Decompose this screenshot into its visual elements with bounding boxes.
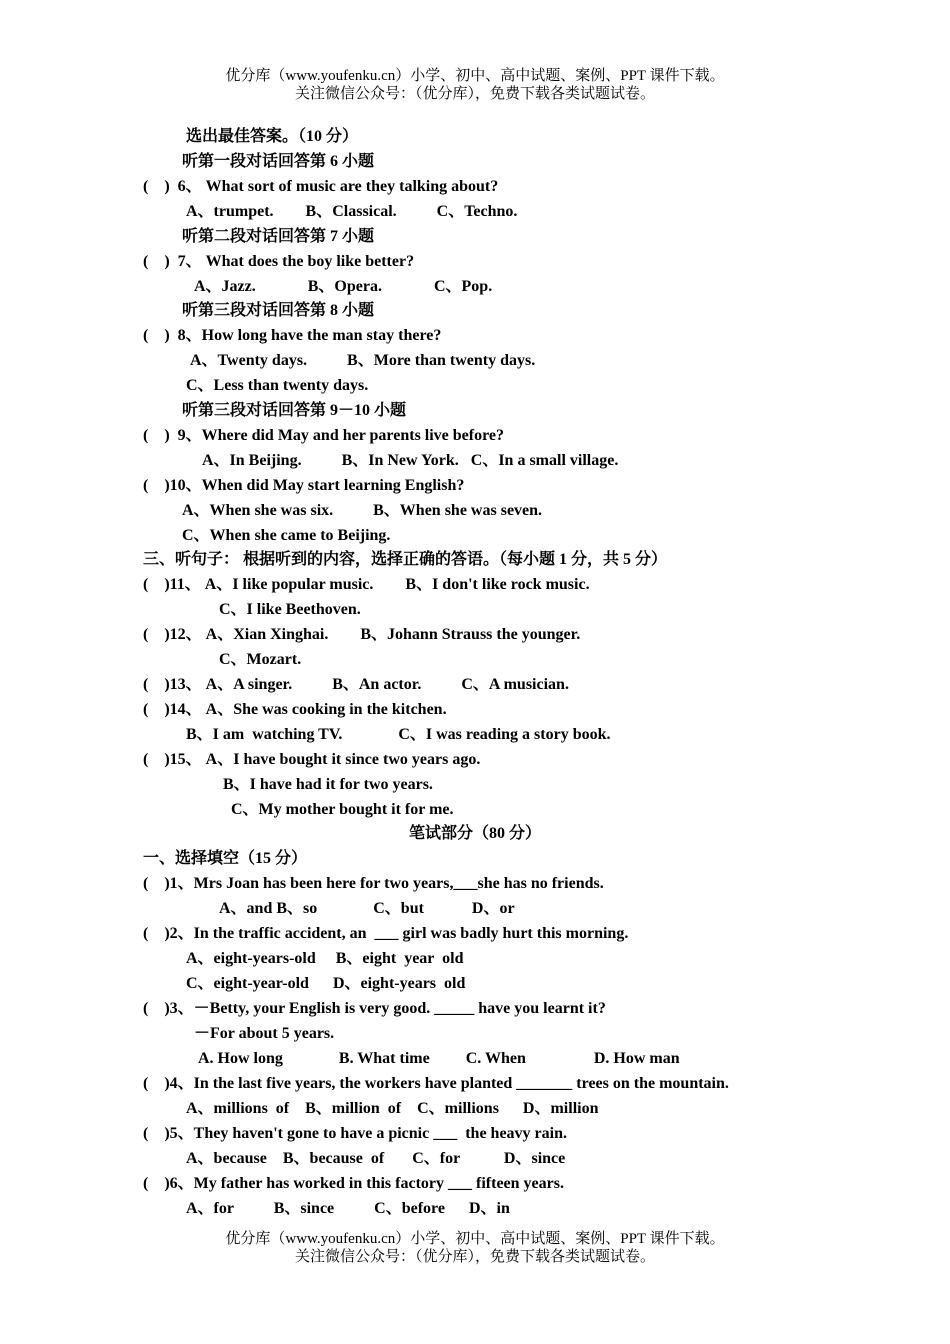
exam-line: A、Jazz. B、Opera. C、Pop. <box>194 278 493 295</box>
exam-line: A、In Beijing. B、In New York. C、In a small village. <box>202 452 619 469</box>
exam-line: A. How long B. What time C. When D. How man <box>198 1050 680 1067</box>
exam-line: A、millions of B、million of C、millions D、million <box>186 1100 599 1117</box>
exam-line: ( )12、 A、Xian Xinghai. B、Johann Strauss the younger. <box>143 626 581 643</box>
exam-line: ( ) 6、 What sort of music are they talking about? <box>143 178 499 195</box>
exam-line: C、Mozart. <box>219 651 302 668</box>
header-line-1: 优分库（www.youfenku.cn）小学、初中、高中试题、案例、PPT 课件下载。 <box>225 68 725 84</box>
exam-line: 三、听句子： 根据听到的内容，选择正确的答语。（每小题 1 分，共 5 分） <box>143 551 668 568</box>
exam-line: 选出最佳答案。（10 分） <box>186 128 359 145</box>
exam-line: 笔试部分（80 分） <box>408 825 541 842</box>
exam-line: A、for B、since C、before D、in <box>186 1200 510 1217</box>
exam-line: 听第二段对话回答第 7 小题 <box>182 228 375 245</box>
exam-line: ( )10、When did May start learning English? <box>143 477 465 494</box>
exam-line: －For about 5 years. <box>194 1025 335 1042</box>
exam-line: A、because B、because of C、for D、since <box>186 1150 566 1167</box>
exam-line: A、eight-years-old B、eight year old <box>186 950 464 967</box>
exam-line: B、I am watching TV. C、I was reading a story book. <box>186 726 611 743</box>
exam-line: ( )11、 A、I like popular music. B、I don't like rock music. <box>143 576 590 593</box>
exam-line: C、When she came to Beijing. <box>182 527 391 544</box>
exam-line: 听第一段对话回答第 6 小题 <box>182 153 375 170</box>
exam-line: A、Twenty days. B、More than twenty days. <box>190 352 536 369</box>
exam-line: ( )14、 A、She was cooking in the kitchen. <box>143 701 447 718</box>
exam-line: ( )13、 A、A singer. B、An actor. C、A musician. <box>143 676 569 693</box>
exam-line: B、I have had it for two years. <box>223 776 433 793</box>
exam-line: ( )4、In the last five years, the workers have planted _______ trees on the mountain. <box>143 1075 729 1092</box>
exam-line: C、eight-year-old D、eight-years old <box>186 975 466 992</box>
exam-line: C、I like Beethoven. <box>219 601 361 618</box>
exam-line: 听第三段对话回答第 9－10 小题 <box>182 402 407 419</box>
exam-line: A、and B、so C、but D、or <box>219 900 515 917</box>
exam-line: A、When she was six. B、When she was seven. <box>182 502 543 519</box>
exam-line: ( )2、In the traffic accident, an ___ girl was badly hurt this morning. <box>143 925 629 942</box>
exam-line: ( )1、Mrs Joan has been here for two years,___she has no friends. <box>143 875 604 892</box>
exam-line: C、My mother bought it for me. <box>231 801 454 818</box>
exam-line: ( )3、－Betty, your English is very good. _____ have you learnt it? <box>143 1000 606 1017</box>
footer-line-2: 关注微信公众号：（优分库），免费下载各类试题试卷。 <box>294 1249 655 1265</box>
exam-line: ( ) 8、How long have the man stay there? <box>143 327 442 344</box>
header-line-2: 关注微信公众号：（优分库），免费下载各类试题试卷。 <box>294 86 655 102</box>
exam-line: 听第三段对话回答第 8 小题 <box>182 302 375 319</box>
footer-line-1: 优分库（www.youfenku.cn）小学、初中、高中试题、案例、PPT 课件下载。 <box>225 1231 725 1247</box>
exam-line: ( ) 7、 What does the boy like better? <box>143 253 415 270</box>
exam-line: ( )15、 A、I have bought it since two years ago. <box>143 751 481 768</box>
exam-line: C、Less than twenty days. <box>186 377 369 394</box>
exam-line: ( )6、My father has worked in this factory ___ fifteen years. <box>143 1175 564 1192</box>
exam-line: A、trumpet. B、Classical. C、Techno. <box>186 203 518 220</box>
exam-line: 一、选择填空（15 分） <box>143 850 308 867</box>
exam-line: ( )5、They haven't gone to have a picnic ___ the heavy rain. <box>143 1125 567 1142</box>
exam-line: ( ) 9、Where did May and her parents live before? <box>143 427 505 444</box>
